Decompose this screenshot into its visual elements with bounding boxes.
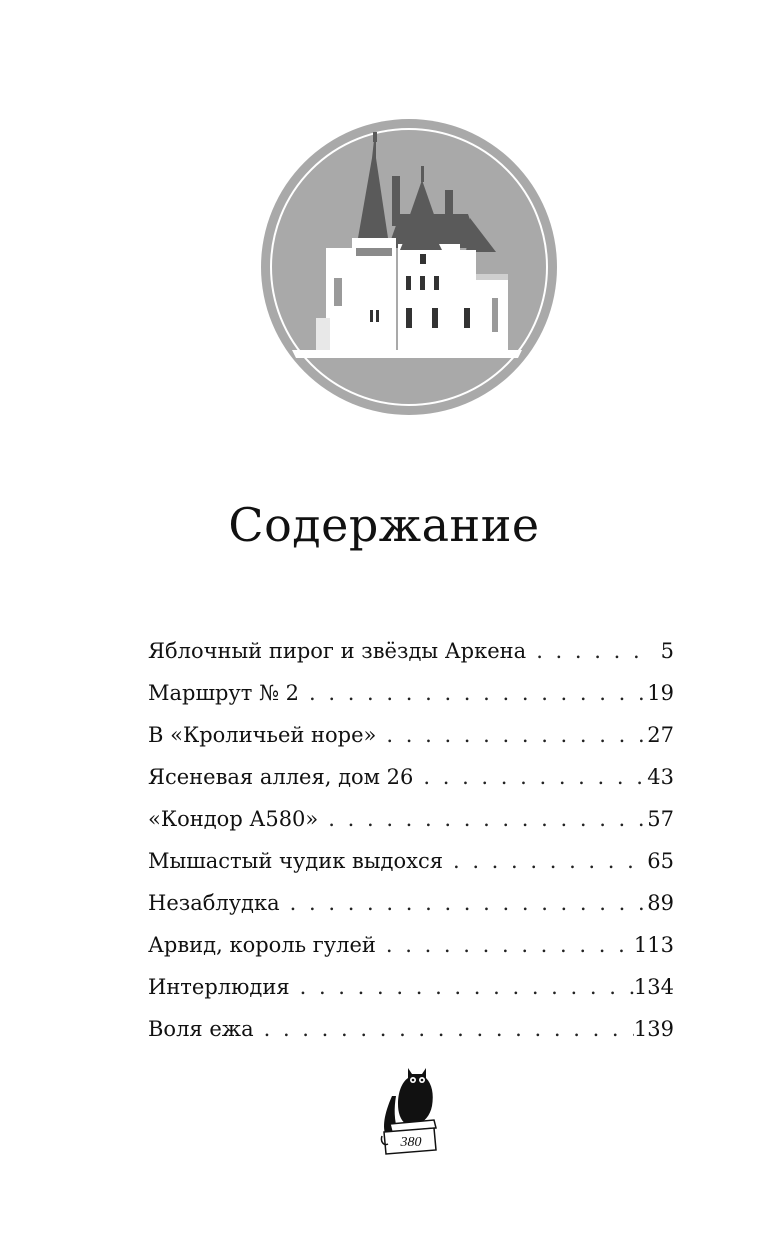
toc-entry — [148, 840, 674, 882]
toc-entry-title: В «Кроличьей норе» — [148, 723, 377, 747]
publisher-mark — [378, 1062, 442, 1156]
toc-leader-dots — [413, 756, 647, 798]
toc-entry-page: 139 — [633, 1017, 674, 1041]
toc-entry-page: 134 — [633, 975, 674, 999]
toc-entry-page: 43 — [647, 765, 674, 789]
toc-entry — [148, 924, 674, 966]
toc-leader-dots — [280, 882, 648, 924]
toc-entry-title: Яблочный пирог и звёзды Аркена — [148, 639, 527, 663]
toc-entry — [148, 756, 674, 798]
toc-entry-title: Арвид, король гулей — [148, 933, 376, 957]
toc-leader-dots — [290, 966, 634, 1008]
toc-entry-title: Интерлюдия — [148, 975, 290, 999]
toc-leader-dots — [299, 672, 647, 714]
toc-leader-dots — [526, 630, 652, 672]
toc-entry-title: Незаблудка — [148, 891, 280, 915]
toc-leader-dots — [318, 798, 647, 840]
toc-leader-dots — [443, 840, 647, 882]
toc-leader-dots — [254, 1008, 634, 1050]
toc-leader-dots — [376, 924, 634, 966]
toc-entry-page: 89 — [647, 891, 674, 915]
toc-entry — [148, 798, 674, 840]
table-of-contents — [148, 630, 674, 1050]
toc-entry — [148, 672, 674, 714]
toc-entry-page: 5 — [660, 639, 674, 663]
toc-entry — [148, 1008, 674, 1050]
toc-entry-title: Мышастый чудик выдохся — [148, 849, 443, 873]
page-title: Содержание — [228, 498, 540, 552]
toc-entry-title: Воля ежа — [148, 1017, 254, 1041]
toc-entry-title: Ясеневая аллея, дом 26 — [148, 765, 414, 789]
mansion-emblem-icon — [260, 118, 558, 416]
toc-entry — [148, 966, 674, 1008]
toc-leader-dots — [376, 714, 647, 756]
toc-entry-title: «Кондор А580» — [148, 807, 319, 831]
toc-entry — [148, 714, 674, 756]
toc-entry — [148, 882, 674, 924]
toc-entry-page: 19 — [647, 681, 674, 705]
publisher-number: 380 — [400, 1135, 422, 1150]
owl-on-book-icon — [378, 1062, 442, 1156]
toc-entry-title: Маршрут № 2 — [148, 681, 299, 705]
mansion-emblem — [260, 118, 558, 416]
toc-entry-page: 65 — [647, 849, 674, 873]
toc-entry-page: 27 — [647, 723, 674, 747]
toc-entry-page: 57 — [647, 807, 674, 831]
toc-entry — [148, 630, 674, 672]
toc-entry-page: 113 — [633, 933, 674, 957]
